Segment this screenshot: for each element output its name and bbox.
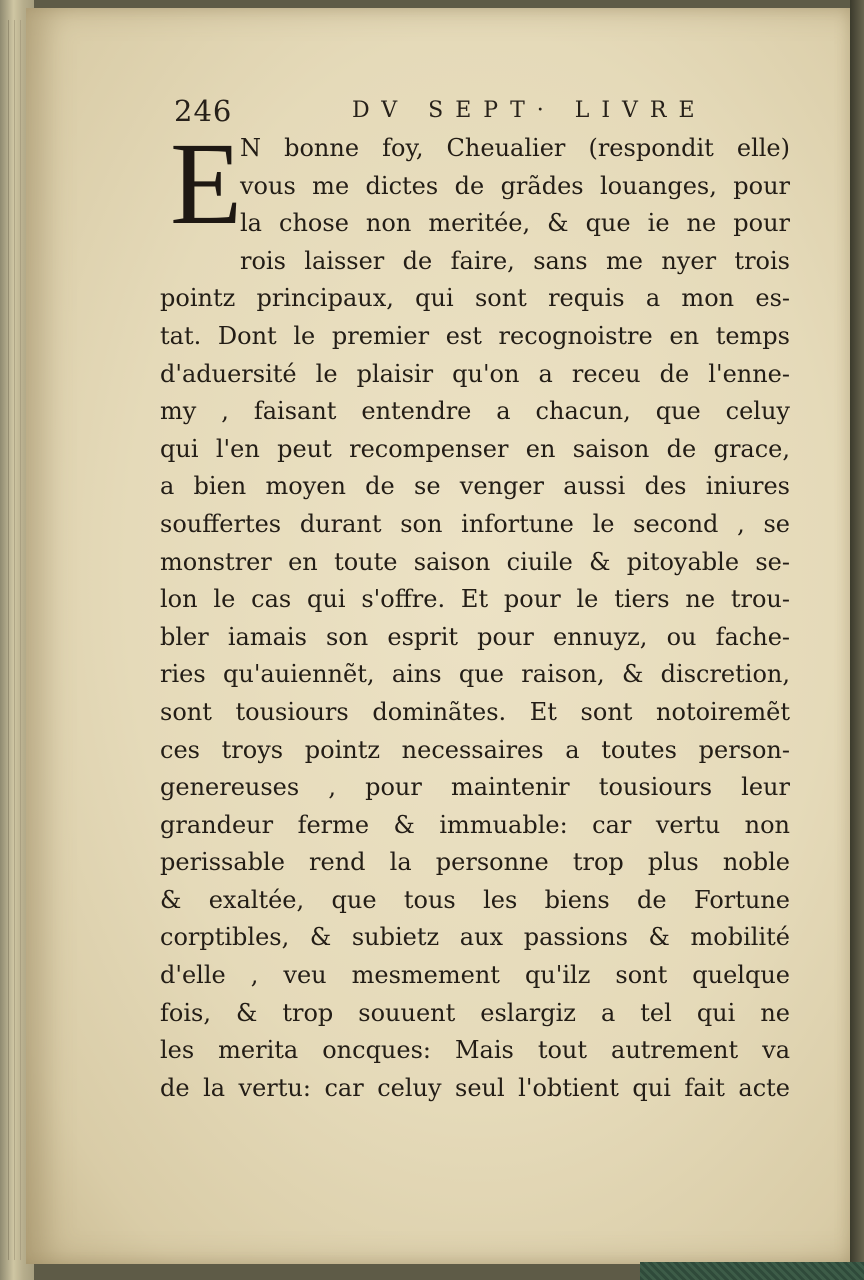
text-line: tat. Dont le premier est recognoistre en temps	[160, 321, 790, 350]
text-line: my , faisant entendre a chacun, que celuy	[160, 397, 790, 426]
body-text	[160, 118, 790, 1107]
text-line: d'aduersité le plaisir qu'on a receu de l'enne-	[160, 359, 790, 388]
cloth-backdrop	[640, 1262, 864, 1280]
text-line: & exaltée, que tous les biens de Fortune	[160, 885, 790, 914]
text-line: grandeur ferme & immuable: car vertu non	[160, 810, 790, 839]
page-header	[148, 94, 788, 130]
text-line: vous me dictes de grãdes louanges, pour	[240, 171, 790, 200]
text-line: rois laisser de faire, sans me nyer trois	[240, 246, 790, 275]
text-line: les merita oncques: Mais tout autrement va	[160, 1036, 790, 1065]
text-line: sont tousiours dominãtes. Et sont notoiremẽt	[160, 697, 790, 726]
text-line: la chose non meritée, & que ie ne pour	[240, 209, 790, 238]
page-number: 246	[174, 94, 233, 128]
text-line: fois, & trop souuent eslargiz a tel qui ne	[160, 998, 790, 1027]
text-line: pointz principaux, qui sont requis a mon es-	[160, 284, 790, 313]
text-line: corptibles, & subietz aux passions & mobilité	[160, 923, 790, 952]
text-line: d'elle , veu mesmement qu'ilz sont quelque	[160, 961, 790, 990]
drop-cap: E	[170, 118, 243, 249]
text-line: souffertes durant son infortune le second , se	[160, 509, 790, 538]
text-line: monstrer en toute saison ciuile & pitoyable se-	[160, 547, 790, 576]
text-line: bler iamais son esprit pour ennuyz, ou fache-	[160, 622, 790, 651]
text-line: N bonne foy, Cheualier (respondit elle)	[240, 134, 790, 162]
text-line: a bien moyen de se venger aussi des iniures	[160, 472, 790, 501]
text-line: genereuses , pour maintenir tousiours leur	[160, 773, 790, 802]
text-line: qui l'en peut recompenser en saison de grace,	[160, 434, 790, 463]
text-line: perissable rend la personne trop plus noble	[160, 848, 790, 877]
running-head: DV SEPT· LIVRE	[352, 98, 707, 123]
text-line: ces troys pointz necessaires a toutes person-	[160, 735, 790, 764]
text-line: de la vertu: car celuy seul l'obtient qui fait acte	[160, 1073, 790, 1102]
text-line: ries qu'auiennẽt, ains que raison, & discretion,	[160, 660, 790, 689]
book-binding	[850, 0, 864, 1280]
text-line: lon le cas qui s'offre. Et pour le tiers ne trou-	[160, 585, 790, 614]
